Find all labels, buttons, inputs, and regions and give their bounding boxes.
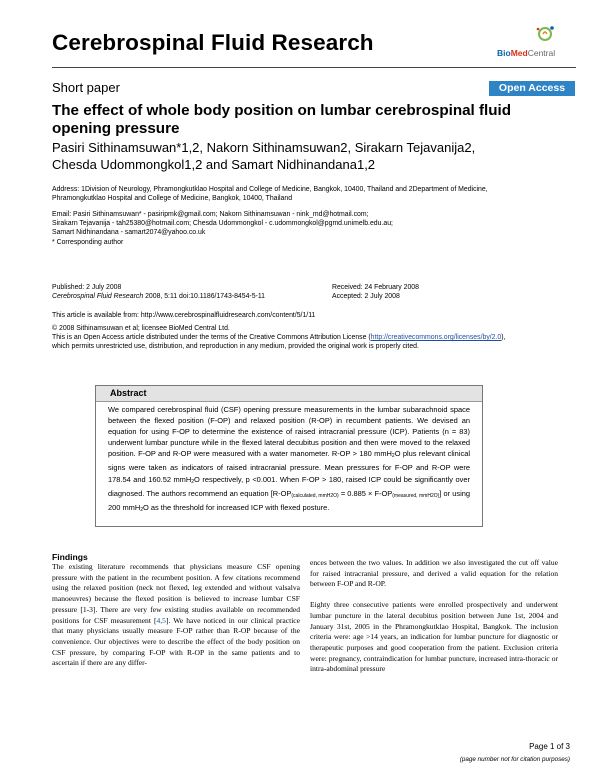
license-text: This is an Open Access article distributed under the terms of the Creative Commons Attribution License ( <box>52 334 371 342</box>
logo-med-text: Med <box>510 48 528 58</box>
open-access-badge: Open Access <box>489 81 575 96</box>
page-note: (page number not for citation purposes) <box>459 756 570 763</box>
body-text: The existing literature recommends that physicians measure CSF opening pressure with the patient in the recumbent position. A few citations recommend using the relaxed position (neck not flexed, leg extended and without valsalva manoeuvres) because the flexed position is believed to increase lumbar CSF pressure [1-3]. There are very few existing studies available on recommended positions for CSF measurement [ <box>52 562 300 625</box>
logo-bio-text: Bio <box>497 48 511 58</box>
publication-info <box>52 283 312 301</box>
email-line[interactable]: Sirakarn Tejavanija - tah25380@hotmail.com; Chesda Udommongkol - c.udommongkol@pgmd.unimelb.edu.au; <box>52 220 393 228</box>
article-type: Short paper <box>52 80 120 95</box>
body-text: ]. We have noticed in our clinical practice that many physicians usually measure F-OP rather than R-OP because of the convenience. Our objectives were to describe the effect of the body position on CSF pressure, by comparing F-OP with R-OP in the same patients and to ascertain if there are any differ- <box>52 615 300 668</box>
logo-central-text: Central <box>527 48 556 58</box>
article-url[interactable]: http://www.cerebrospinalfluidresearch.com/content/5/1/11 <box>140 312 316 319</box>
email-line[interactable]: Email: Pasiri Sithinamsuwan* - pasiripmk@gmail.com; Nakorn Sithinamsuwan - nink_md@hotmail.com; <box>52 211 369 218</box>
abstract-part: We compared cerebrospinal fluid (CSF) opening pressure measurements in the lumbar subarachnoid space between the flexed position (F-OP) and relaxed position (R-OP) in recumbent patients. We devised an equation for using F-OP to determine the existence of raised intracranial pressure (ICP). Patients (n = 83) underwent lumbar puncture while in the flexed lateral decubitus position and then were moved to the relaxed position. F-OP and R-OP were measured with a water manometer. R-OP > 180 mmH <box>108 405 470 459</box>
citation <box>52 292 312 301</box>
abstract-box <box>95 385 483 527</box>
body-paragraph: Eighty three consecutive patients were enrolled prospectively and underwent lumbar puncture in the lateral decubitus position between June 1st, 2004 and January 31st, 2005 in the Phramongkutklao Hospital, Bangkok. The inclusion criteria were: age >14 years, an indication for lumbar puncture for diagnostic or therapeutic purposes and good cooperation from the patient. Exclusion criteria were: pregnancy, contraindication for lumbar puncture, increased intra-thoracic or intra-abdominal pressure <box>310 600 558 674</box>
accepted-date: Accepted: 2 July 2008 <box>332 293 400 301</box>
author-text: Chesda Udommongkol1,2 and Samart Nidhinandana1,2 <box>52 157 376 172</box>
body-column-left <box>52 552 300 669</box>
paragraph-spacer <box>310 590 558 600</box>
findings-paragraph <box>52 562 300 669</box>
citation-link[interactable]: 4,5 <box>156 615 166 625</box>
logo-swirl-icon <box>497 22 577 48</box>
copyright-line: © 2008 Sithinamsuwan et al; licensee BioMed Central Ltd. <box>52 325 230 332</box>
copyright-block <box>52 324 572 352</box>
body-paragraph: ences between the two values. In addition we also investigated the cut off value for raised intracranial pressure, and derived a valid equation for the relation between F-OP and R-OP. <box>310 558 558 589</box>
citation-details: 2008, 5:11 doi:10.1186/1743-8454-5-11 <box>143 293 265 301</box>
license-line <box>52 333 572 342</box>
body-column-right <box>310 558 558 675</box>
author-emails <box>52 210 572 247</box>
findings-heading: Findings <box>52 552 88 562</box>
author-text: Pasiri Sithinamsuwan*1,2, Nakorn Sithinamsuwan2, Sirakarn Tejavanija2, <box>52 140 476 155</box>
subscript: 2 <box>191 478 195 485</box>
journal-title: Cerebrospinal Fluid Research <box>52 30 374 55</box>
availability-line <box>52 311 572 320</box>
address-line: Phramongkutklao Hospital and College of Medicine, Bangkok, 10400, Thailand <box>52 195 293 203</box>
author-list <box>52 139 552 173</box>
biomed-central-logo <box>497 22 577 64</box>
license-suffix: ), <box>501 334 506 342</box>
corresponding-author-note: * Corresponding author <box>52 238 124 246</box>
published-date: Published: 2 July 2008 <box>52 284 122 291</box>
history-info <box>332 283 572 301</box>
affiliation-address <box>52 185 572 203</box>
license-link[interactable]: http://creativecommons.org/licenses/by/2.0 <box>370 334 502 342</box>
received-date: Received: 24 February 2008 <box>332 284 419 291</box>
header-divider <box>52 67 576 68</box>
abstract-heading: Abstract <box>96 386 482 402</box>
authors-line-2 <box>52 156 552 173</box>
abstract-part: O plus relevant clinical signs were taken as indicators of raised intracranial pressure. Mean pressures for F-OP and R-OP were 178.54 and 160.52 mmH <box>108 449 470 484</box>
abstract-text <box>96 402 482 516</box>
subscript: (measured, mmH2O) <box>392 492 440 499</box>
email-line[interactable]: Samart Nidhinandana - samart2074@yahoo.co.uk <box>52 229 206 237</box>
page-number: Page 1 of 3 <box>529 742 570 751</box>
article-title: The effect of whole body position on lumbar cerebrospinal fluid opening pressure <box>52 102 512 137</box>
availability-label: This article is available from: <box>52 312 141 319</box>
abstract-part: ] or using 200 mmH <box>108 488 470 512</box>
address-line: Address: 1Division of Neurology, Phramongkutklao Hospital and College of Medicine, Bangkok, 10400, Thailand and 2Department of Medicine, <box>52 186 488 193</box>
subscript: 2 <box>391 453 395 460</box>
subscript: (calculated, mmH2O) <box>291 492 339 499</box>
subscript: 2 <box>140 506 144 513</box>
abstract-part: = 0.885 × F-OP <box>338 488 393 498</box>
abstract-part: O as the threshold for increased ICP with flexed posture. <box>143 502 330 512</box>
authors-line-1 <box>52 139 552 156</box>
license-line-2: which permits unrestricted use, distribution, and reproduction in any medium, provided the original work is properly cited. <box>52 343 419 351</box>
abstract-part: O respectively, p <0.001. When F-OP > 180, raised ICP could be significantly over diagnosed. The authors recommend an equation [R-OP <box>108 474 471 498</box>
citation-journal: Cerebrospinal Fluid Research <box>52 293 144 301</box>
